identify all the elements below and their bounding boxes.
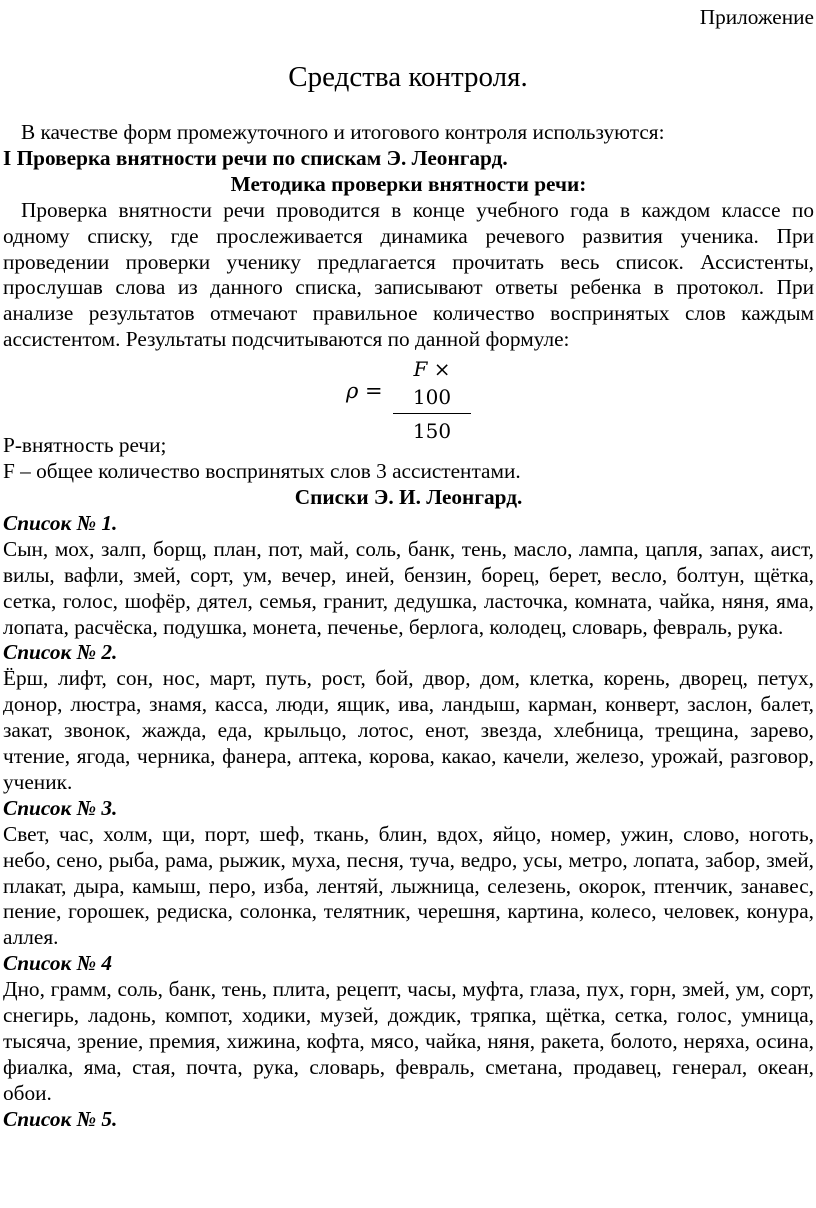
section-heading: I Проверка внятности речи по спискам Э. Леонгард.: [3, 145, 508, 170]
fraction-bar: [393, 413, 471, 414]
list-title-5: Список № 5.: [3, 1106, 118, 1131]
list-title-2: Список № 2.: [3, 640, 118, 665]
definition-p: Р-внятность речи;: [3, 433, 167, 458]
formula-denominator: 150: [412, 419, 452, 444]
lists-heading: Списки Э. И. Леонгард.: [294, 484, 523, 509]
list-words-1: Сын, мох, залп, борщ, план, пот, май, соль, банк, тень, масло, лампа, цапля, запах, аист, вилы, вафли, змей, сорт, ум, вечер, иней, бензин, борец, берет, весло, болтун, щётка, сетка, голос, шофёр, дятел, семья, гранит, дедушка, ласточка, комната, чайка, няня, яма, лопата, расчёска, подушка, монета, печенье, берлога, колодец, словарь, февраль, рука.: [3, 536, 814, 639]
list-words-2: Ёрш, лифт, сон, нос, март, путь, рост, бой, двор, дом, клетка, корень, дворец, петух, донор, люстра, знамя, касса, люди, ящик, ива, ландыш, карман, конверт, заслон, балет, закат, звонок, жажда, еда, крыльцо, лотос, енот, звезда, хлебница, трещина, зарево, чтение, ягода, черника, фанера, аптека, корова, какао, качели, железо, урожай, разговор, ученик.: [3, 666, 814, 794]
formula-lhs: ρ =: [346, 379, 383, 404]
appendix-label: Приложение: [699, 5, 814, 29]
formula-numerator: [393, 355, 471, 411]
list-title-4: Список № 4: [3, 951, 113, 976]
method-paragraph: Проверка внятности речи проводится в конце учебного года в каждом классе по одному списку, где прослеживается динамика речевого развития ученика. При проведении проверки ученику предлагается прочитать весь список. Ассистенты, прослушав слова из данного списка, записывают ответы ребенка в протокол. При анализе результатов отмечают правильное количество воспринятых слов каждым ассистентом. Результаты подсчитываются по данной формуле:: [3, 197, 814, 352]
formula-fraction: [393, 355, 471, 444]
list-title-3: Список № 3.: [3, 795, 118, 820]
list-words-4: Дно, грамм, соль, банк, тень, плита, рецепт, часы, муфта, глаза, пух, горн, змей, ум, сорт, снегирь, ладонь, компот, ходики, музей, дождик, тряпка, щётка, сетка, голос, умница, тысяча, зрение, премия, хижина, кофта, мясо, чайка, няня, ракета, болото, неряха, осина, фиалка, яма, стая, почта, рука, словарь, февраль, сметана, продавец, генерал, океан, обои.: [3, 977, 814, 1105]
document-body: [3, 120, 814, 1133]
formula-numerator-var: F: [413, 357, 428, 382]
definition-f: F – общее количество воспринятых слов 3 ассистентами.: [3, 459, 521, 484]
page-title: Средства контроля.: [288, 61, 528, 93]
intro-paragraph: В качестве форм промежуточного и итогового контроля используются:: [21, 120, 665, 144]
list-words-3: Свет, час, холм, щи, порт, шеф, ткань, блин, вдох, яйцо, номер, ужин, слово, ноготь, небо, сено, рыба, рама, рыжик, муха, песня, туча, ведро, усы, метро, лопата, забор, змей, плакат, дыра, камыш, перо, изба, лентяй, лыжница, селезень, окорок, птенчик, занавес, пение, горошек, редиска, солонка, телятник, черешня, картина, колесо, человек, конура, аллея.: [3, 821, 814, 950]
formula: [3, 353, 814, 444]
method-heading: Методика проверки внятности речи:: [230, 171, 587, 196]
formula-numerator-rest: × 100: [412, 357, 452, 410]
list-title-1: Список № 1.: [3, 510, 118, 535]
